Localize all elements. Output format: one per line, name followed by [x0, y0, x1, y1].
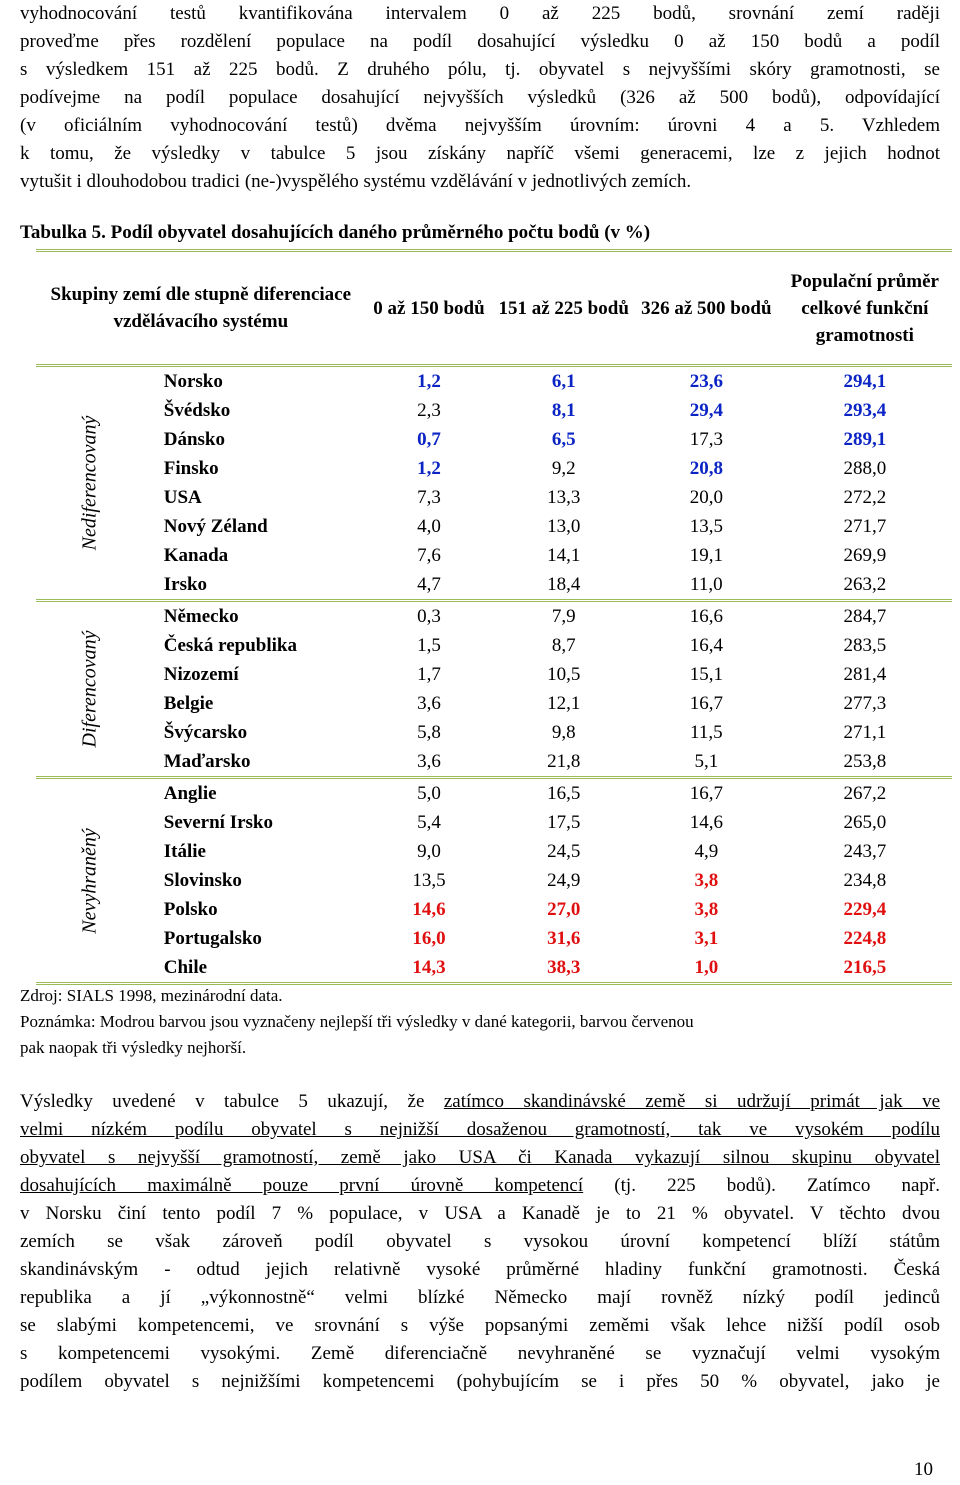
table-row	[36, 895, 952, 924]
body-line: s kompetencemi vysokými. Země diferenciačně nevyhraněné se vyznačují velmi vysokým	[20, 1343, 940, 1364]
table-row	[36, 866, 952, 895]
header-326-500: 326 až 500 bodů	[635, 251, 778, 366]
country-cell: Švédsko	[163, 399, 231, 421]
value-cell: 13,0	[547, 515, 581, 537]
intro-paragraph	[20, 0, 940, 196]
value-cell: 14,3	[412, 956, 446, 978]
value-cell: 16,7	[635, 778, 778, 809]
country-cell: Anglie	[144, 778, 366, 809]
value-cell: 1,7	[417, 663, 441, 685]
value-cell: 17,3	[689, 428, 723, 450]
table-row	[36, 601, 952, 632]
body-line: republika a jí „výkonnostně“ velmi blízké Německo mají rovněž nízký podíl jedinců	[20, 1287, 940, 1308]
table-row	[36, 747, 952, 778]
value-cell: 12,1	[547, 692, 581, 714]
country-cell: Kanada	[163, 544, 229, 566]
table-header-row	[36, 251, 952, 366]
value-cell: 271,7	[843, 515, 887, 537]
intro-line: (v oficiálním vyhodnocování testů) dvěma nejvyšším úrovním: úrovni 4 a 5. Vzhledem	[20, 115, 940, 136]
intro-line: vytušit i dlouhodobou tradici (ne-)vyspělého systému vzdělávání v jednotlivých zemích.	[20, 171, 692, 192]
value-cell: 27,0	[547, 898, 581, 920]
value-cell: 14,6	[689, 811, 723, 833]
value-cell: 271,1	[843, 721, 887, 743]
intro-line: podívejme na podíl populace dosahující nejvyšších výsledků (326 až 500 bodů), odpovídající	[20, 87, 940, 108]
country-cell: Slovinsko	[163, 869, 242, 891]
country-cell: Portugalsko	[163, 927, 262, 949]
value-cell: 10,5	[547, 663, 581, 685]
table-body	[36, 366, 952, 984]
value-cell: 3,6	[417, 692, 441, 714]
value-cell: 16,0	[412, 927, 446, 949]
value-cell: 24,9	[547, 869, 581, 891]
group-label	[36, 601, 144, 778]
country-cell: Itálie	[163, 840, 206, 862]
country-cell: Nový Zéland	[163, 515, 268, 537]
value-cell: 9,0	[417, 840, 441, 862]
body-text: (tj. 225 bodů). Zatímco např.	[583, 1175, 940, 1196]
value-cell: 0,7	[417, 428, 441, 450]
group-label	[36, 778, 144, 984]
table-row	[36, 837, 952, 866]
color-note-1: Poznámka: Modrou barvou jsou vyznačeny nejlepší tři výsledky v dané kategorii, barvou červenou	[20, 1012, 694, 1031]
value-cell: 9,8	[551, 721, 576, 743]
value-cell: 4,0	[417, 515, 441, 537]
country-cell: Belgie	[163, 692, 214, 714]
value-cell: 2,3	[417, 399, 441, 421]
value-cell: 16,7	[689, 692, 723, 714]
body-text: Výsledky uvedené v tabulce 5 ukazují, že	[20, 1091, 444, 1112]
value-cell: 16,6	[635, 601, 778, 632]
header-group: Skupiny zemí dle stupně diferenciace vzdělávacího systému	[36, 251, 366, 366]
table-row	[36, 718, 952, 747]
country-cell: Nizozemí	[163, 663, 239, 685]
value-cell: 8,7	[551, 634, 576, 656]
country-cell: Chile	[163, 956, 208, 978]
value-cell: 7,3	[417, 486, 441, 508]
underlined-text: zatímco skandinávské země si udržují primát jak ve	[443, 1091, 941, 1112]
value-cell: 243,7	[843, 840, 887, 862]
value-cell: 16,5	[492, 778, 635, 809]
value-cell: 13,5	[412, 869, 446, 891]
value-cell: 3,8	[694, 869, 719, 891]
value-cell: 14,6	[412, 898, 446, 920]
value-cell: 5,1	[694, 750, 719, 772]
source-note: Zdroj: SIALS 1998, mezinárodní data.	[20, 986, 283, 1005]
table-row	[36, 454, 952, 483]
country-cell: Maďarsko	[163, 750, 251, 772]
country-cell: Norsko	[163, 370, 223, 392]
country-cell: Irsko	[163, 573, 208, 595]
value-cell: 1,5	[417, 634, 441, 656]
body-line: zemích se však zároveň podíl obyvatel s vysokou úrovní kompetencí blíží státům	[20, 1231, 940, 1252]
value-cell: 4,7	[417, 573, 441, 595]
value-cell: 1,2	[417, 457, 441, 479]
value-cell: 234,8	[843, 869, 887, 891]
intro-line: vyhodnocování testů kvantifikována intervalem 0 až 225 bodů, srovnání zemí raději	[20, 3, 940, 24]
header-0-150: 0 až 150 bodů	[366, 251, 493, 366]
group-label-text: Nediferencovaný	[78, 415, 101, 551]
value-cell: 20,8	[689, 457, 723, 479]
table-row	[36, 631, 952, 660]
value-cell: 289,1	[843, 428, 887, 450]
body-line: podílem obyvatel s nejnižšími kompetencemi (pohybujícím se i přes 50 % obyvatel, jako je	[20, 1371, 940, 1392]
value-cell: 6,5	[551, 428, 576, 450]
value-cell: 269,9	[843, 544, 887, 566]
value-cell: 288,0	[843, 457, 887, 479]
header-151-225: 151 až 225 bodů	[492, 251, 635, 366]
value-cell: 281,4	[843, 663, 887, 685]
table-row	[36, 778, 952, 809]
value-cell: 5,8	[417, 721, 441, 743]
value-cell: 5,0	[366, 778, 493, 809]
table-row	[36, 953, 952, 984]
intro-line: s výsledkem 151 až 225 bodů. Z druhého pólu, tj. obyvatel s nejvyššími skóry gramotnosti, se	[20, 59, 940, 80]
table-row	[36, 483, 952, 512]
table-row	[36, 541, 952, 570]
value-cell: 1,0	[694, 956, 719, 978]
value-cell: 9,2	[551, 457, 576, 479]
page-number: 10	[914, 1459, 933, 1480]
country-cell: Polsko	[163, 898, 218, 920]
body-paragraph	[20, 1088, 940, 1396]
value-cell: 11,5	[690, 721, 723, 743]
group-label-text: Nevyhraněný	[78, 827, 101, 934]
value-cell: 16,4	[689, 634, 723, 656]
results-table	[36, 249, 952, 985]
body-line: obyvatel s nejvyšší gramotností, země jako USA či Kanada vykazují silnou skupinu obyvatel	[20, 1147, 940, 1168]
value-cell: 267,2	[778, 778, 952, 809]
intro-line: proveďme přes rozdělení populace na podíl dosahující výsledku 0 až 150 bodů a podíl	[20, 31, 940, 52]
value-cell: 1,2	[417, 370, 441, 392]
value-cell: 284,7	[778, 601, 952, 632]
country-cell: Německo	[144, 601, 366, 632]
value-cell: 13,5	[689, 515, 723, 537]
value-cell: 3,6	[417, 750, 441, 772]
value-cell: 283,5	[843, 634, 887, 656]
table-row	[36, 570, 952, 601]
body-line	[20, 1088, 940, 1116]
table-row	[36, 396, 952, 425]
value-cell: 8,1	[551, 399, 576, 421]
group-label	[36, 366, 144, 601]
country-cell: Finsko	[163, 457, 219, 479]
value-cell: 216,5	[843, 956, 887, 978]
value-cell: 13,3	[547, 486, 581, 508]
value-cell: 272,2	[843, 486, 887, 508]
value-cell: 29,4	[689, 399, 723, 421]
body-line: v Norsku činí tento podíl 7 % populace, v USA a Kanadě je to 21 % obyvatel. V těchto dvou	[20, 1203, 940, 1224]
table-row	[36, 689, 952, 718]
value-cell: 18,4	[547, 573, 581, 595]
table-row	[36, 660, 952, 689]
value-cell: 265,0	[843, 811, 887, 833]
value-cell: 224,8	[843, 927, 887, 949]
header-average: Populační průměr celkové funkční gramotnosti	[778, 251, 952, 366]
table-row	[36, 808, 952, 837]
value-cell: 14,1	[547, 544, 581, 566]
body-line: skandinávským - odtud jejich relativně vysoké průměrné hladiny funkční gramotnosti. Česká	[20, 1259, 940, 1280]
value-cell: 20,0	[689, 486, 723, 508]
value-cell: 24,5	[547, 840, 581, 862]
table-row	[36, 425, 952, 454]
value-cell: 293,4	[843, 399, 887, 421]
value-cell: 3,8	[694, 898, 719, 920]
value-cell: 23,6	[689, 370, 723, 392]
value-cell: 38,3	[547, 956, 581, 978]
value-cell: 6,1	[551, 370, 576, 392]
table-row	[36, 366, 952, 397]
country-cell: USA	[163, 486, 202, 508]
value-cell: 31,6	[547, 927, 581, 949]
country-cell: Švýcarsko	[163, 721, 248, 743]
value-cell: 277,3	[843, 692, 887, 714]
value-cell: 17,5	[547, 811, 581, 833]
body-line: se slabými kompetencemi, ve srovnání s výše popsanými zeměmi však lehce nižší podíl osob	[20, 1315, 940, 1336]
table-caption: Tabulka 5. Podíl obyvatel dosahujících daného průměrného počtu bodů (v %)	[20, 222, 651, 243]
value-cell: 0,3	[366, 601, 493, 632]
value-cell: 3,1	[694, 927, 719, 949]
value-cell: 229,4	[843, 898, 887, 920]
value-cell: 19,1	[689, 544, 723, 566]
value-cell: 11,0	[690, 573, 723, 595]
group-label-text: Diferencovaný	[78, 630, 101, 748]
value-cell: 263,2	[843, 573, 887, 595]
body-line: velmi nízkém podílu obyvatel s nejnižší dosaženou gramotností, tak ve vysokém podílu	[20, 1119, 940, 1140]
body-line	[20, 1172, 940, 1200]
country-cell: Severní Irsko	[163, 811, 273, 833]
value-cell: 4,9	[694, 840, 719, 862]
value-cell: 7,6	[417, 544, 441, 566]
intro-line: k tomu, že výsledky v tabulce 5 jsou získány napříč všemi generacemi, lze z jejich hodnot	[20, 143, 940, 164]
value-cell: 253,8	[843, 750, 887, 772]
country-cell: Česká republika	[163, 634, 297, 656]
country-cell: Dánsko	[163, 428, 225, 450]
underlined-text: dosahujících maximálně pouze první úrovně kompetencí	[20, 1175, 584, 1196]
value-cell: 7,9	[492, 601, 635, 632]
value-cell: 21,8	[547, 750, 581, 772]
table-row	[36, 512, 952, 541]
value-cell: 294,1	[843, 370, 887, 392]
value-cell: 5,4	[417, 811, 441, 833]
table-row	[36, 924, 952, 953]
color-note-2: pak naopak tři výsledky nejhorší.	[20, 1038, 247, 1057]
value-cell: 15,1	[689, 663, 723, 685]
